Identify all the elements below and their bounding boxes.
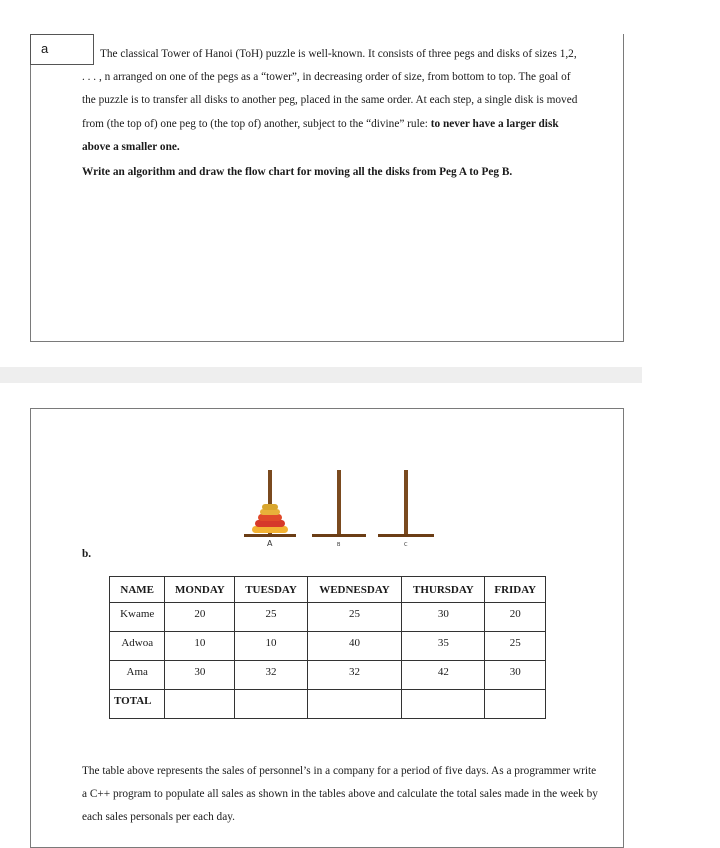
disk-3 — [258, 514, 282, 521]
table-cell: 10 — [165, 632, 235, 661]
row-name: Adwoa — [110, 632, 165, 661]
question-a-label: a — [30, 34, 94, 65]
table-cell: 30 — [485, 661, 546, 690]
peg-label-b: B — [337, 542, 341, 548]
row-name: Ama — [110, 661, 165, 690]
table-row — [110, 661, 546, 690]
tower-of-hanoi-figure — [244, 462, 454, 550]
sales-table — [109, 576, 546, 719]
table-cell — [402, 690, 485, 719]
header-wednesday: WEDNESDAY — [307, 577, 402, 603]
question-b-description: The table above represents the sales of personnel’s in a company for a period of five days. As a programmer write a C++ program to populate all sales as shown in the tables above and calculate the total sales made in the week by each sales personals per each day. — [82, 765, 598, 824]
header-tuesday: TUESDAY — [235, 577, 307, 603]
peg-c — [378, 470, 434, 537]
peg-label-a: A — [267, 539, 273, 548]
table-cell: 25 — [235, 603, 307, 632]
table-cell — [485, 690, 546, 719]
disk-1 — [262, 504, 278, 510]
table-cell: 25 — [485, 632, 546, 661]
table-cell: 25 — [307, 603, 402, 632]
question-b-label: b. — [82, 548, 92, 560]
table-total-row — [110, 690, 546, 719]
header-thursday: THURSDAY — [402, 577, 485, 603]
row-name: Kwame — [110, 603, 165, 632]
table-cell — [307, 690, 402, 719]
table-cell: 40 — [307, 632, 402, 661]
table-row — [110, 632, 546, 661]
table-cell: 32 — [307, 661, 402, 690]
table-header-row — [110, 577, 546, 603]
header-monday: MONDAY — [165, 577, 235, 603]
table-cell: 20 — [165, 603, 235, 632]
table-cell: 20 — [485, 603, 546, 632]
disk-5 — [252, 526, 288, 533]
table-cell: 30 — [402, 603, 485, 632]
table-cell: 30 — [165, 661, 235, 690]
table-cell: 32 — [235, 661, 307, 690]
question-a-task: Write an algorithm and draw the flow chart for moving all the disks from Peg A to Peg B. — [82, 166, 513, 178]
table-row — [110, 603, 546, 632]
peg-label-c: C — [404, 542, 408, 548]
description-text: The classical Tower of Hanoi (ToH) puzzle is well-known. It consists of three pegs and disks of sizes 1,2, . . . , n arranged on one of the pegs as a “tower”, in decreasing order of size, from bottom to top. The goal of the puzzle is to transfer all disks to another peg, placed in the same order. At each step, a single disk is moved from (the top of) one peg to (the top of) another, subject to the “divine” rule: — [82, 48, 578, 130]
table-cell: 35 — [402, 632, 485, 661]
table-cell: 10 — [235, 632, 307, 661]
table-cell — [235, 690, 307, 719]
tower-of-hanoi-description — [82, 43, 582, 159]
table-cell: 42 — [402, 661, 485, 690]
total-label: TOTAL — [110, 690, 165, 719]
divine-rule-text: to never have a larger disk above a smaller one. — [82, 117, 559, 153]
header-name: NAME — [110, 577, 165, 603]
header-friday: FRIDAY — [485, 577, 546, 603]
page-divider — [0, 367, 642, 383]
table-cell — [165, 690, 235, 719]
peg-b — [312, 470, 366, 537]
disk-4 — [255, 520, 285, 527]
